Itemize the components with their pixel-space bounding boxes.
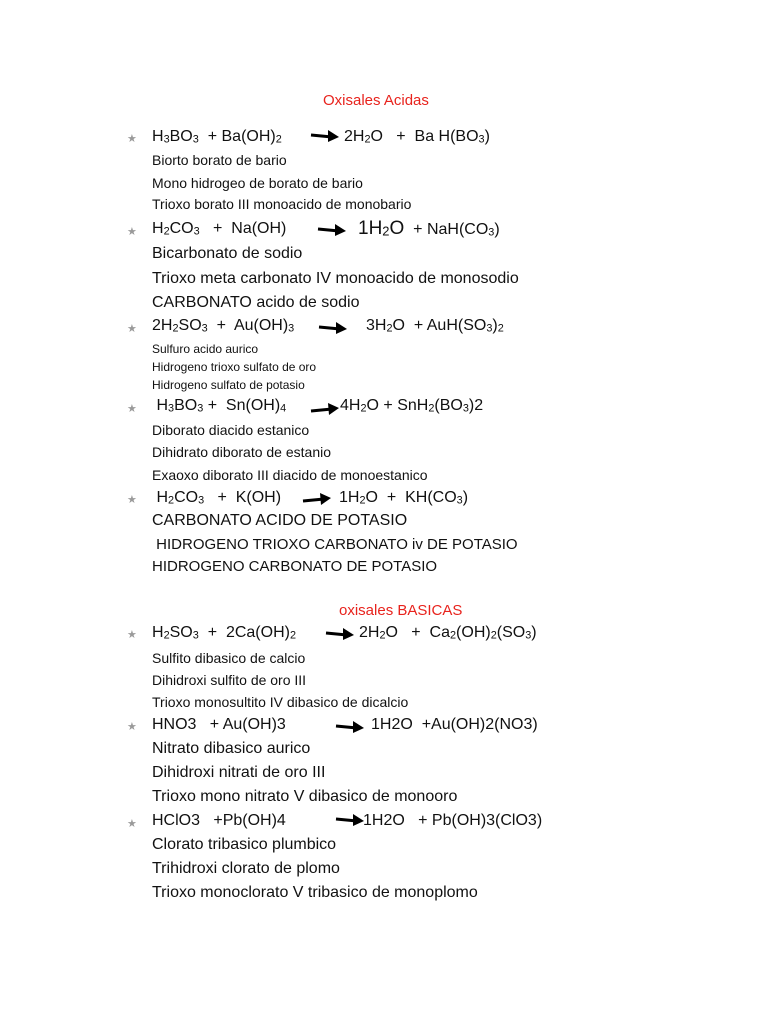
compound-name: Bicarbonato de sodio — [152, 245, 303, 262]
compound-name: Hidrogeno trioxo sulfato de oro — [152, 360, 317, 374]
heading-oxisales-basicas: oxisales BASICAS — [339, 602, 463, 619]
compound-name: Trioxo meta carbonato IV monoacido de monosodio — [152, 270, 519, 287]
compound-name: Trioxo monosultito IV dibasico de dicalcio — [152, 694, 409, 710]
equation-7-reactants: HNO3 + Au(OH)3 — [152, 716, 286, 733]
compound-name: Exaoxo diborato III diacido de monoestanico — [152, 467, 428, 483]
compound-name: CARBONATO acido de sodio — [152, 294, 360, 311]
compound-name: Hidrogeno sulfato de potasio — [152, 378, 305, 392]
equation-5-reactants: $H_2CO_3 + K(OH)$ — [152, 489, 282, 507]
equation-6-products: $2H_2O + Ca_2(OH)_2(SO_3)$ — [359, 624, 537, 642]
compound-name: Diborato diacido estanico — [152, 422, 310, 438]
compound-name: Trioxo mono nitrato V dibasico de monooro — [152, 788, 458, 805]
right-arrow-icon — [335, 813, 365, 827]
compound-name: Biorto borato de bario — [152, 152, 287, 168]
star-bullet-icon: ★ — [127, 226, 137, 238]
equation-1-products: $2H_2O + Ba$ $H(BO_3)$ — [344, 128, 490, 146]
star-bullet-icon: ★ — [127, 818, 137, 830]
star-bullet-icon: ★ — [127, 494, 137, 506]
heading-oxisales-acidas: Oxisales Acidas — [323, 92, 429, 109]
right-arrow-icon — [302, 492, 332, 506]
equation-8-products: 1H2O + Pb(OH)3(ClO3) — [363, 812, 543, 829]
compound-name: HIDROGENO TRIOXO CARBONATO iv DE POTASIO — [152, 536, 518, 553]
compound-name: Mono hidrogeo de borato de bario — [152, 175, 363, 191]
star-bullet-icon: ★ — [127, 403, 137, 415]
compound-name: Sulfuro acido aurico — [152, 342, 259, 356]
compound-name: Dihidrato diborato de estanio — [152, 444, 332, 460]
compound-name: Dihidroxi sulfito de oro III — [152, 672, 307, 688]
compound-name: Trioxo monoclorato V tribasico de monoplomo — [152, 884, 478, 901]
star-bullet-icon: ★ — [127, 133, 137, 145]
equation-8-reactants: HClO3 +Pb(OH)4 — [152, 812, 286, 829]
compound-name: Dihidroxi nitrati de oro III — [152, 764, 326, 781]
equation-7-products: 1H2O +Au(OH)2(NO3) — [371, 716, 538, 733]
right-arrow-icon — [335, 720, 365, 734]
equation-3-reactants: $2H_2SO_3 + Au(OH)_3$ — [152, 317, 295, 335]
equation-2-products: $1H_2O + NaH(CO_3)$ — [358, 218, 500, 239]
right-arrow-icon — [325, 627, 355, 641]
right-arrow-icon — [318, 321, 348, 335]
compound-name: CARBONATO ACIDO DE POTASIO — [152, 512, 408, 529]
compound-name: Nitrato dibasico aurico — [152, 740, 311, 757]
equation-1-reactants: $H_3BO_3 + Ba(OH)_2$ — [152, 128, 282, 146]
star-bullet-icon: ★ — [127, 721, 137, 733]
star-bullet-icon: ★ — [127, 629, 137, 641]
right-arrow-icon — [317, 223, 347, 237]
equation-2-reactants: $H_2CO_3 + Na(OH)$ — [152, 220, 287, 238]
compound-name: HIDROGENO CARBONATO DE POTASIO — [152, 558, 438, 575]
compound-name: Clorato tribasico plumbico — [152, 836, 337, 853]
equation-4-products: $4H_2O + SnH_2(BO_3)2$ — [340, 397, 484, 415]
equation-6-reactants: $H_2SO_3 + 2Ca(OH)_2$ — [152, 624, 297, 642]
equation-4-reactants: $H_3BO_3 + Sn(OH)_4$ — [152, 397, 287, 415]
equation-5-products: $1H_2O + KH(CO_3)$ — [339, 489, 469, 507]
right-arrow-icon — [310, 402, 340, 416]
compound-name: Trihidroxi clorato de plomo — [152, 860, 340, 877]
right-arrow-icon — [310, 129, 340, 143]
compound-name: Trioxo borato III monoacido de monobario — [152, 196, 412, 212]
star-bullet-icon: ★ — [127, 323, 137, 335]
compound-name: Sulfito dibasico de calcio — [152, 650, 306, 666]
equation-3-products: $3H_2O + AuH(SO_3)_2$ — [366, 317, 504, 335]
